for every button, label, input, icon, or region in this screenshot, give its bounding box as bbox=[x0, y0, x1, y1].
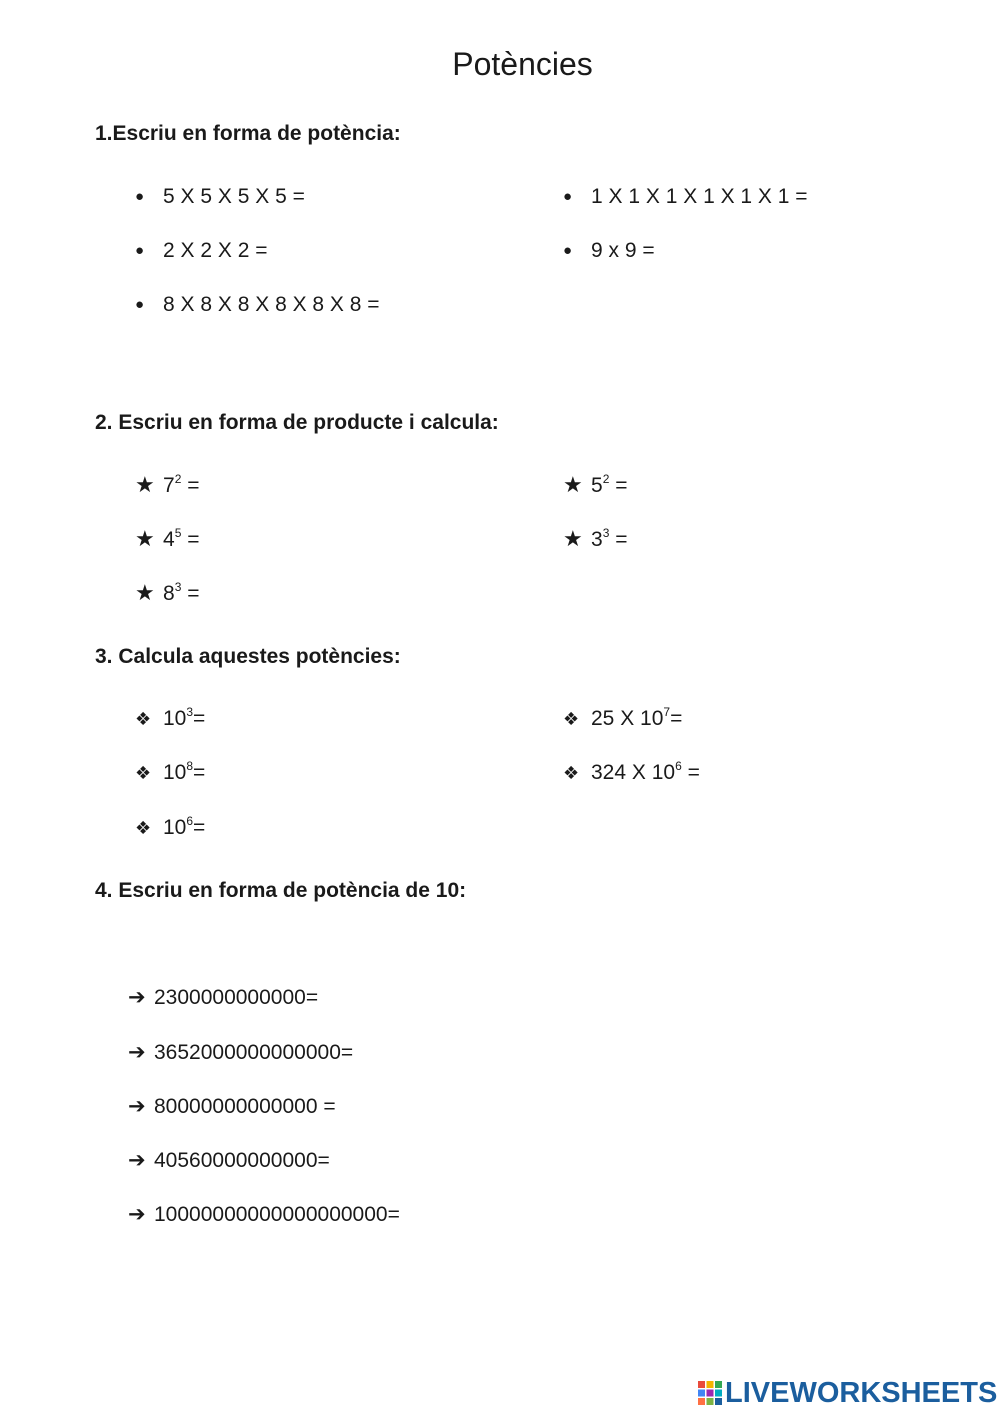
list-item: ❖ 324 X $10^6$ = bbox=[563, 759, 700, 787]
page-title: Potències bbox=[452, 46, 593, 82]
star-icon: ★ bbox=[135, 526, 155, 551]
bullet-icon: ● bbox=[135, 188, 145, 205]
list-item: ● 2 X 2 X 2 = bbox=[135, 237, 268, 265]
diamond-icon: ❖ bbox=[563, 709, 580, 729]
section-4-heading: 4. Escriu en forma de potència de 10: bbox=[95, 879, 467, 902]
section-3-heading: 3. Calcula aquestes potències: bbox=[95, 645, 401, 668]
list-item: ★ $4^5$ = bbox=[135, 525, 199, 554]
list-item: ❖ $10^6=$ bbox=[135, 814, 205, 842]
list-item: ● 9 x 9 = bbox=[563, 237, 655, 265]
logo-text: LIVEWORKSHEETS bbox=[725, 1377, 998, 1409]
liveworksheets-logo[interactable] bbox=[697, 1378, 997, 1408]
list-item: ● 5 X 5 X 5 X 5 = bbox=[135, 183, 305, 211]
arrow-icon: ➔ bbox=[128, 1149, 146, 1172]
bullet-icon: ● bbox=[563, 188, 573, 205]
bullet-icon: ● bbox=[135, 242, 145, 259]
arrow-icon: ➔ bbox=[128, 986, 146, 1009]
diamond-icon: ❖ bbox=[135, 763, 152, 783]
list-item: ★ $3^3$ = bbox=[563, 525, 627, 554]
list-item: ➔ 40560000000000= bbox=[128, 1147, 330, 1175]
diamond-icon: ❖ bbox=[135, 818, 152, 838]
arrow-icon: ➔ bbox=[128, 1095, 146, 1118]
list-item: ❖ 25 X $10^7=$ bbox=[563, 705, 682, 733]
star-icon: ★ bbox=[135, 472, 155, 497]
star-icon: ★ bbox=[563, 526, 583, 551]
list-item: ★ $8^3$ = bbox=[135, 579, 199, 608]
arrow-icon: ➔ bbox=[128, 1203, 146, 1226]
liveworksheets-logo-icon bbox=[697, 1380, 723, 1406]
list-item: ★ $5^2$ = bbox=[563, 471, 627, 500]
list-item: ➔ 10000000000000000000= bbox=[128, 1201, 400, 1229]
bullet-icon: ● bbox=[563, 242, 573, 259]
star-icon: ★ bbox=[563, 472, 583, 497]
diamond-icon: ❖ bbox=[563, 763, 580, 783]
arrow-icon: ➔ bbox=[128, 1041, 146, 1064]
list-item: ● 1 X 1 X 1 X 1 X 1 X 1 = bbox=[563, 183, 808, 211]
list-item: ➔ 80000000000000 = bbox=[128, 1093, 336, 1121]
list-item: ● 8 X 8 X 8 X 8 X 8 X 8 = bbox=[135, 291, 380, 319]
section-2-heading: 2. Escriu en forma de producte i calcula: bbox=[95, 411, 499, 434]
bullet-icon: ● bbox=[135, 296, 145, 313]
list-item: ❖ $10^8=$ bbox=[135, 759, 205, 787]
list-item: ➔ 2300000000000= bbox=[128, 984, 318, 1012]
diamond-icon: ❖ bbox=[135, 709, 152, 729]
list-item: ❖ $10^3=$ bbox=[135, 705, 205, 733]
section-1-heading: 1.Escriu en forma de potència: bbox=[95, 122, 401, 145]
star-icon: ★ bbox=[135, 580, 155, 605]
list-item: ★ $7^2$ = bbox=[135, 471, 199, 500]
list-item: ➔ 3652000000000000= bbox=[128, 1039, 353, 1067]
